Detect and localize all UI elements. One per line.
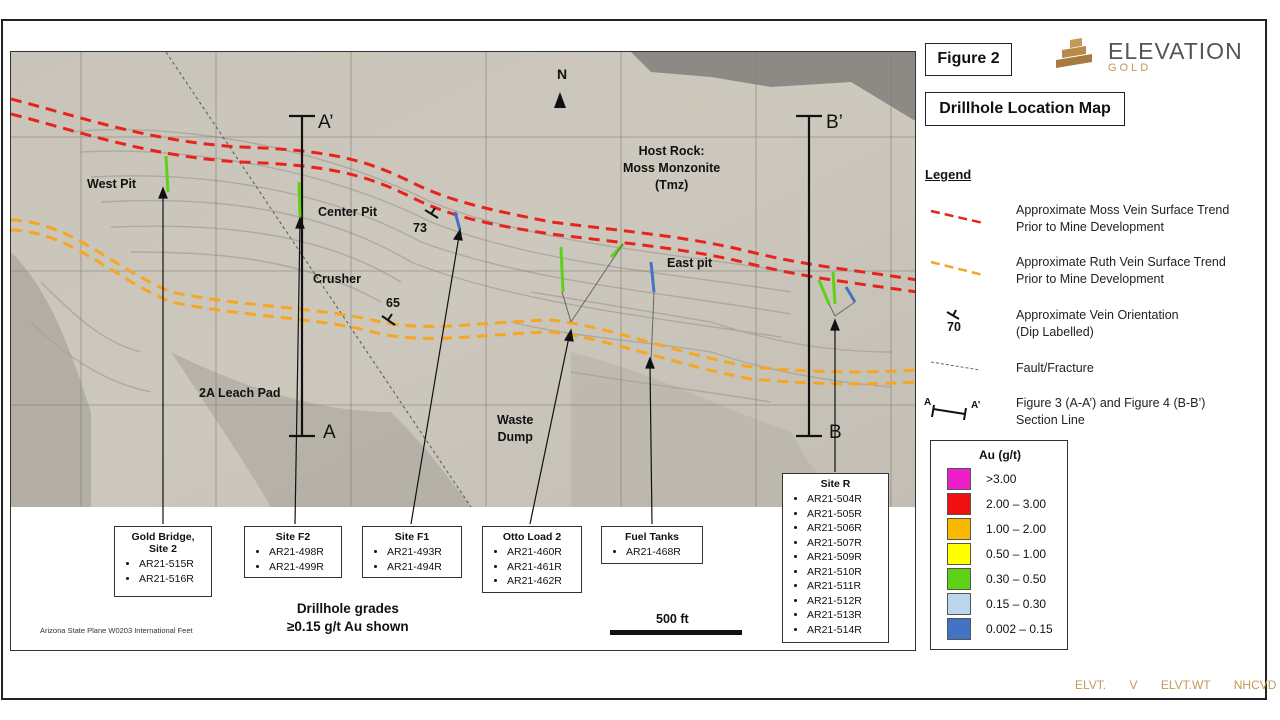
hole-id: • AR21-511R — [807, 579, 882, 594]
hole-id: • AR21-498R — [269, 545, 335, 560]
au-swatch — [947, 568, 971, 590]
vein-orientation-icon — [947, 310, 959, 319]
hole-id: • AR21-506R — [807, 521, 882, 536]
elevation-gold-logo — [1052, 34, 1252, 76]
section-b-prime-label: B’ — [826, 112, 843, 133]
west-pit-label: West Pit — [87, 177, 137, 191]
legend-vein-orientation: Approximate Vein Orientation (Dip Labelled) — [1016, 308, 1179, 339]
legend-dip-example: 70 — [947, 320, 961, 334]
map-title: Drillhole Location Map — [925, 92, 1125, 126]
section-line-icon — [932, 405, 966, 420]
ruth-vein-swatch — [931, 262, 983, 275]
hole-id: • AR21-468R — [626, 545, 696, 560]
hole-id: • AR21-494R — [387, 560, 455, 575]
legend-section-line: Figure 3 (A-A’) and Figure 4 (B-B’) Section Line — [1016, 396, 1206, 427]
hole-id: • AR21-461R — [507, 560, 575, 575]
au-swatch — [947, 518, 971, 540]
site-box-f1: Site F1 • AR21-493R • AR21-494R — [362, 526, 462, 578]
hole-id: • AR21-505R — [807, 507, 882, 522]
legend-title: Legend — [925, 167, 972, 182]
legend-fault: Fault/Fracture — [1016, 361, 1094, 375]
au-swatch — [947, 493, 971, 515]
logo-name: ELEVATION — [1108, 38, 1243, 64]
scale-label: 500 ft — [656, 612, 689, 626]
legend-section-a: A — [924, 397, 932, 408]
site-box-f2: Site F2 • AR21-498R • AR21-499R — [244, 526, 342, 578]
section-a-label: A — [323, 422, 336, 443]
legend-section-a-prime: A’ — [971, 400, 981, 411]
projection-note: Arizona State Plane W0203 International Feet — [40, 626, 193, 635]
hole-id: • AR21-515R — [139, 557, 205, 572]
logo-mark-icon — [1052, 34, 1102, 76]
hole-id: • AR21-514R — [807, 623, 882, 638]
drillhole-map — [10, 51, 916, 651]
north-label: N — [557, 66, 568, 82]
hole-id: • AR21-509R — [807, 550, 882, 565]
au-swatch — [947, 593, 971, 615]
au-legend-title: Au (g/t) — [979, 448, 1021, 462]
stock-tickers — [1075, 678, 1276, 692]
scale-bar — [610, 630, 742, 635]
leach-pad-label: 2A Leach Pad — [199, 386, 281, 400]
site-box-gold-bridge: Gold Bridge, Site 2 • AR21-515R • AR21-516R — [114, 526, 212, 597]
au-swatch — [947, 543, 971, 565]
hole-id: • AR21-513R — [807, 608, 882, 623]
hole-id: • AR21-512R — [807, 594, 882, 609]
dip-73-label: 73 — [413, 221, 427, 235]
hole-id: • AR21-460R — [507, 545, 575, 560]
grades-note: Drillhole grades ≥0.15 g/t Au shown — [287, 601, 409, 634]
au-grade-legend: Au (g/t) >3.00 2.00 – 3.00 1.00 – 2.00 0.50 – 1.00 0.30 – 0.50 0.15 – 0.30 0.002 – 0.15 — [930, 440, 1068, 650]
au-swatch — [947, 468, 971, 490]
hole-id: • AR21-510R — [807, 565, 882, 580]
hole-id: • AR21-499R — [269, 560, 335, 575]
hole-id: • AR21-507R — [807, 536, 882, 551]
waste-dump-label: Waste Dump — [497, 413, 534, 444]
figure-label: Figure 2 — [925, 43, 1012, 76]
host-rock-label: Host Rock: Moss Monzonite (Tmz) — [623, 144, 721, 192]
hole-id: • AR21-504R — [807, 492, 882, 507]
legend-symbols — [925, 195, 1015, 435]
legend-ruth-vein: Approximate Ruth Vein Surface Trend Prior to Mine Development — [1016, 255, 1226, 286]
site-box-fuel-tanks: Fuel Tanks • AR21-468R — [601, 526, 703, 564]
section-a-prime-label: A’ — [318, 112, 334, 133]
east-pit-label: East pit — [667, 256, 713, 270]
center-pit-label: Center Pit — [318, 205, 378, 219]
site-box-r: Site R • AR21-504R • AR21-505R • AR21-506R • AR21-507R • AR21-509R • AR21-510R • AR21-511R • AR21-512R • AR21-513R • AR21-514R — [782, 473, 889, 643]
hole-id: • AR21-462R — [507, 574, 575, 589]
section-b-label: B — [829, 422, 842, 443]
crusher-label: Crusher — [313, 272, 361, 286]
fault-swatch — [931, 362, 980, 370]
hole-id: • AR21-516R — [139, 572, 205, 587]
dip-65-label: 65 — [386, 296, 400, 310]
legend-moss-vein: Approximate Moss Vein Surface Trend Prior to Mine Development — [1016, 203, 1230, 234]
au-swatch — [947, 618, 971, 640]
moss-vein-swatch — [931, 211, 983, 223]
hole-id: • AR21-493R — [387, 545, 455, 560]
logo-sub: GOLD — [1108, 62, 1152, 74]
ticker: ELVT. V — [1075, 678, 1138, 692]
ticker: ELVT.WT — [1160, 678, 1211, 692]
site-box-otto-load-2: Otto Load 2 • AR21-460R • AR21-461R • AR21-462R — [482, 526, 582, 593]
ticker: NHCVD — [1233, 678, 1277, 692]
